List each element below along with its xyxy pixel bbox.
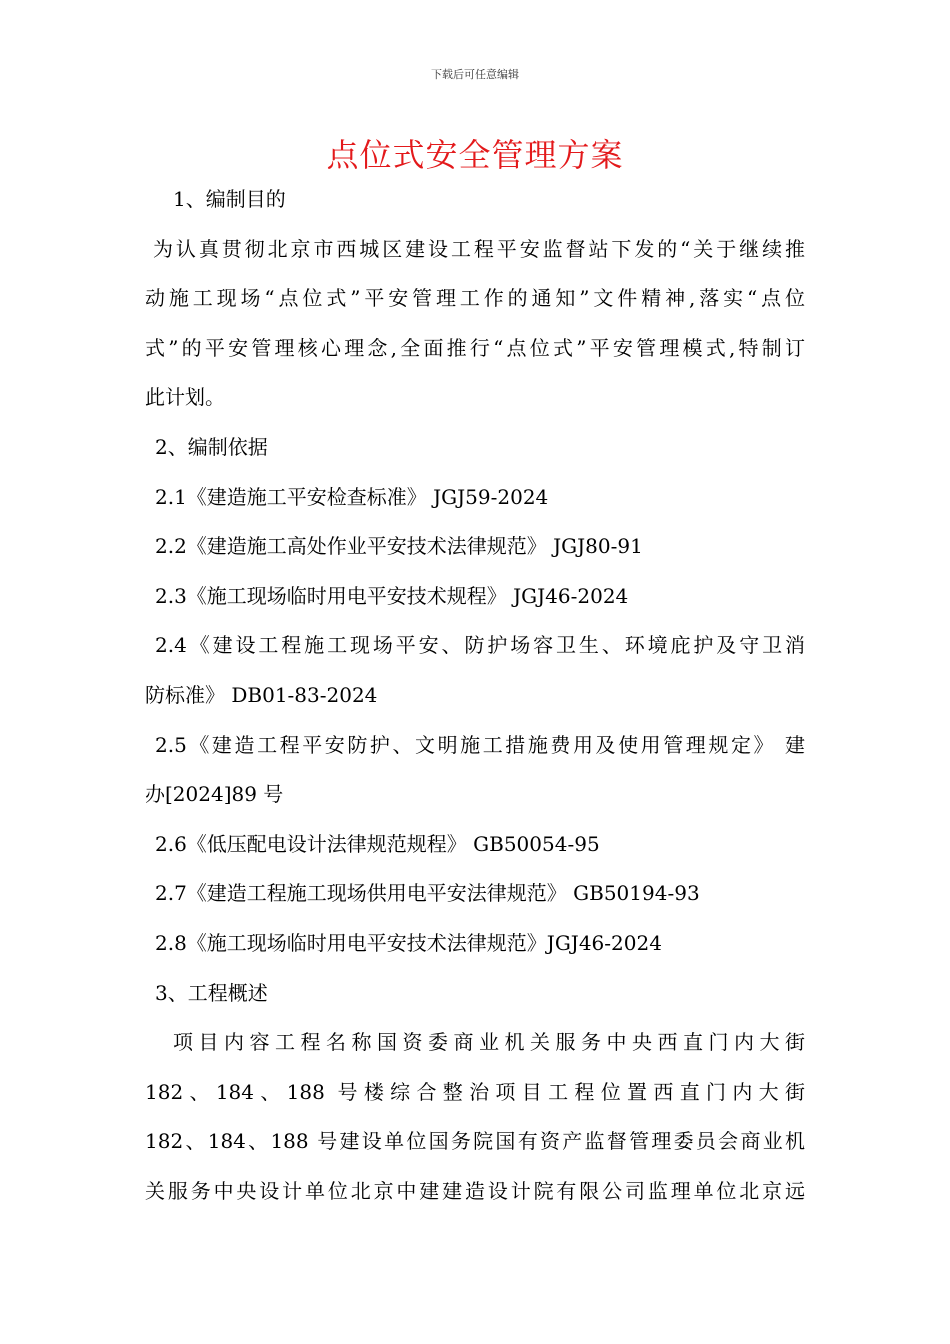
document-title: 点位式安全管理方案 [326,136,624,174]
reference-item: 2.1《建造施工平安检查标准》 JGJ59-2024 [155,484,549,509]
body-line: 此计划。 [145,385,225,410]
body-line: 项目内容工程名称国资委商业机关服务中央西直门内大街 [173,1030,805,1055]
reference-item: 2.7《建造工程施工现场供用电平安法律规范》 GB50194-93 [155,881,700,906]
reference-item: 2.8《施工现场临时用电平安技术法律规范》JGJ46-2024 [155,930,662,955]
body-line: 1、编制目的 [173,187,286,211]
reference-item: 2.5《建造工程平安防护、文明施工措施费用及使用管理规定》 建 [155,732,805,757]
reference-item-continued: 办[2024]89 号 [145,782,284,807]
reference-item: 2.4《建设工程施工现场平安、防护场容卫生、环境庇护及守卫消 [155,633,805,658]
body-line: 182、184、188 号楼综合整治项目工程位置西直门内大街 [145,1079,805,1104]
reference-item: 2.6《低压配电设计法律规范规程》 GB50054-95 [155,831,600,856]
page-header-note: 下载后可任意编辑 [431,68,519,81]
body-line: 式”的平安管理核心理念,全面推行“点位式”平安管理模式,特制订 [145,335,805,360]
reference-item: 2.2《建造施工高处作业平安技术法律规范》 JGJ80-91 [155,534,643,559]
section-heading: 3、工程概述 [155,980,268,1005]
body-line: 为认真贯彻北京市西城区建设工程平安监督站下发的“关于继续推 [153,236,805,261]
section-heading: 2、编制依据 [155,434,268,459]
document-body [145,175,805,1216]
body-line: 关服务中央设计单位北京中建建造设计院有限公司监理单位北京远 [145,1178,805,1203]
reference-item: 2.3《施工现场临时用电平安技术规程》 JGJ46-2024 [155,583,629,608]
body-line: 动施工现场“点位式”平安管理工作的通知”文件精神,落实“点位 [145,286,805,311]
body-line: 182、184、188 号建设单位国务院国有资产监督管理委员会商业机 [145,1129,805,1154]
reference-item-continued: 防标准》 DB01-83-2024 [145,682,378,707]
